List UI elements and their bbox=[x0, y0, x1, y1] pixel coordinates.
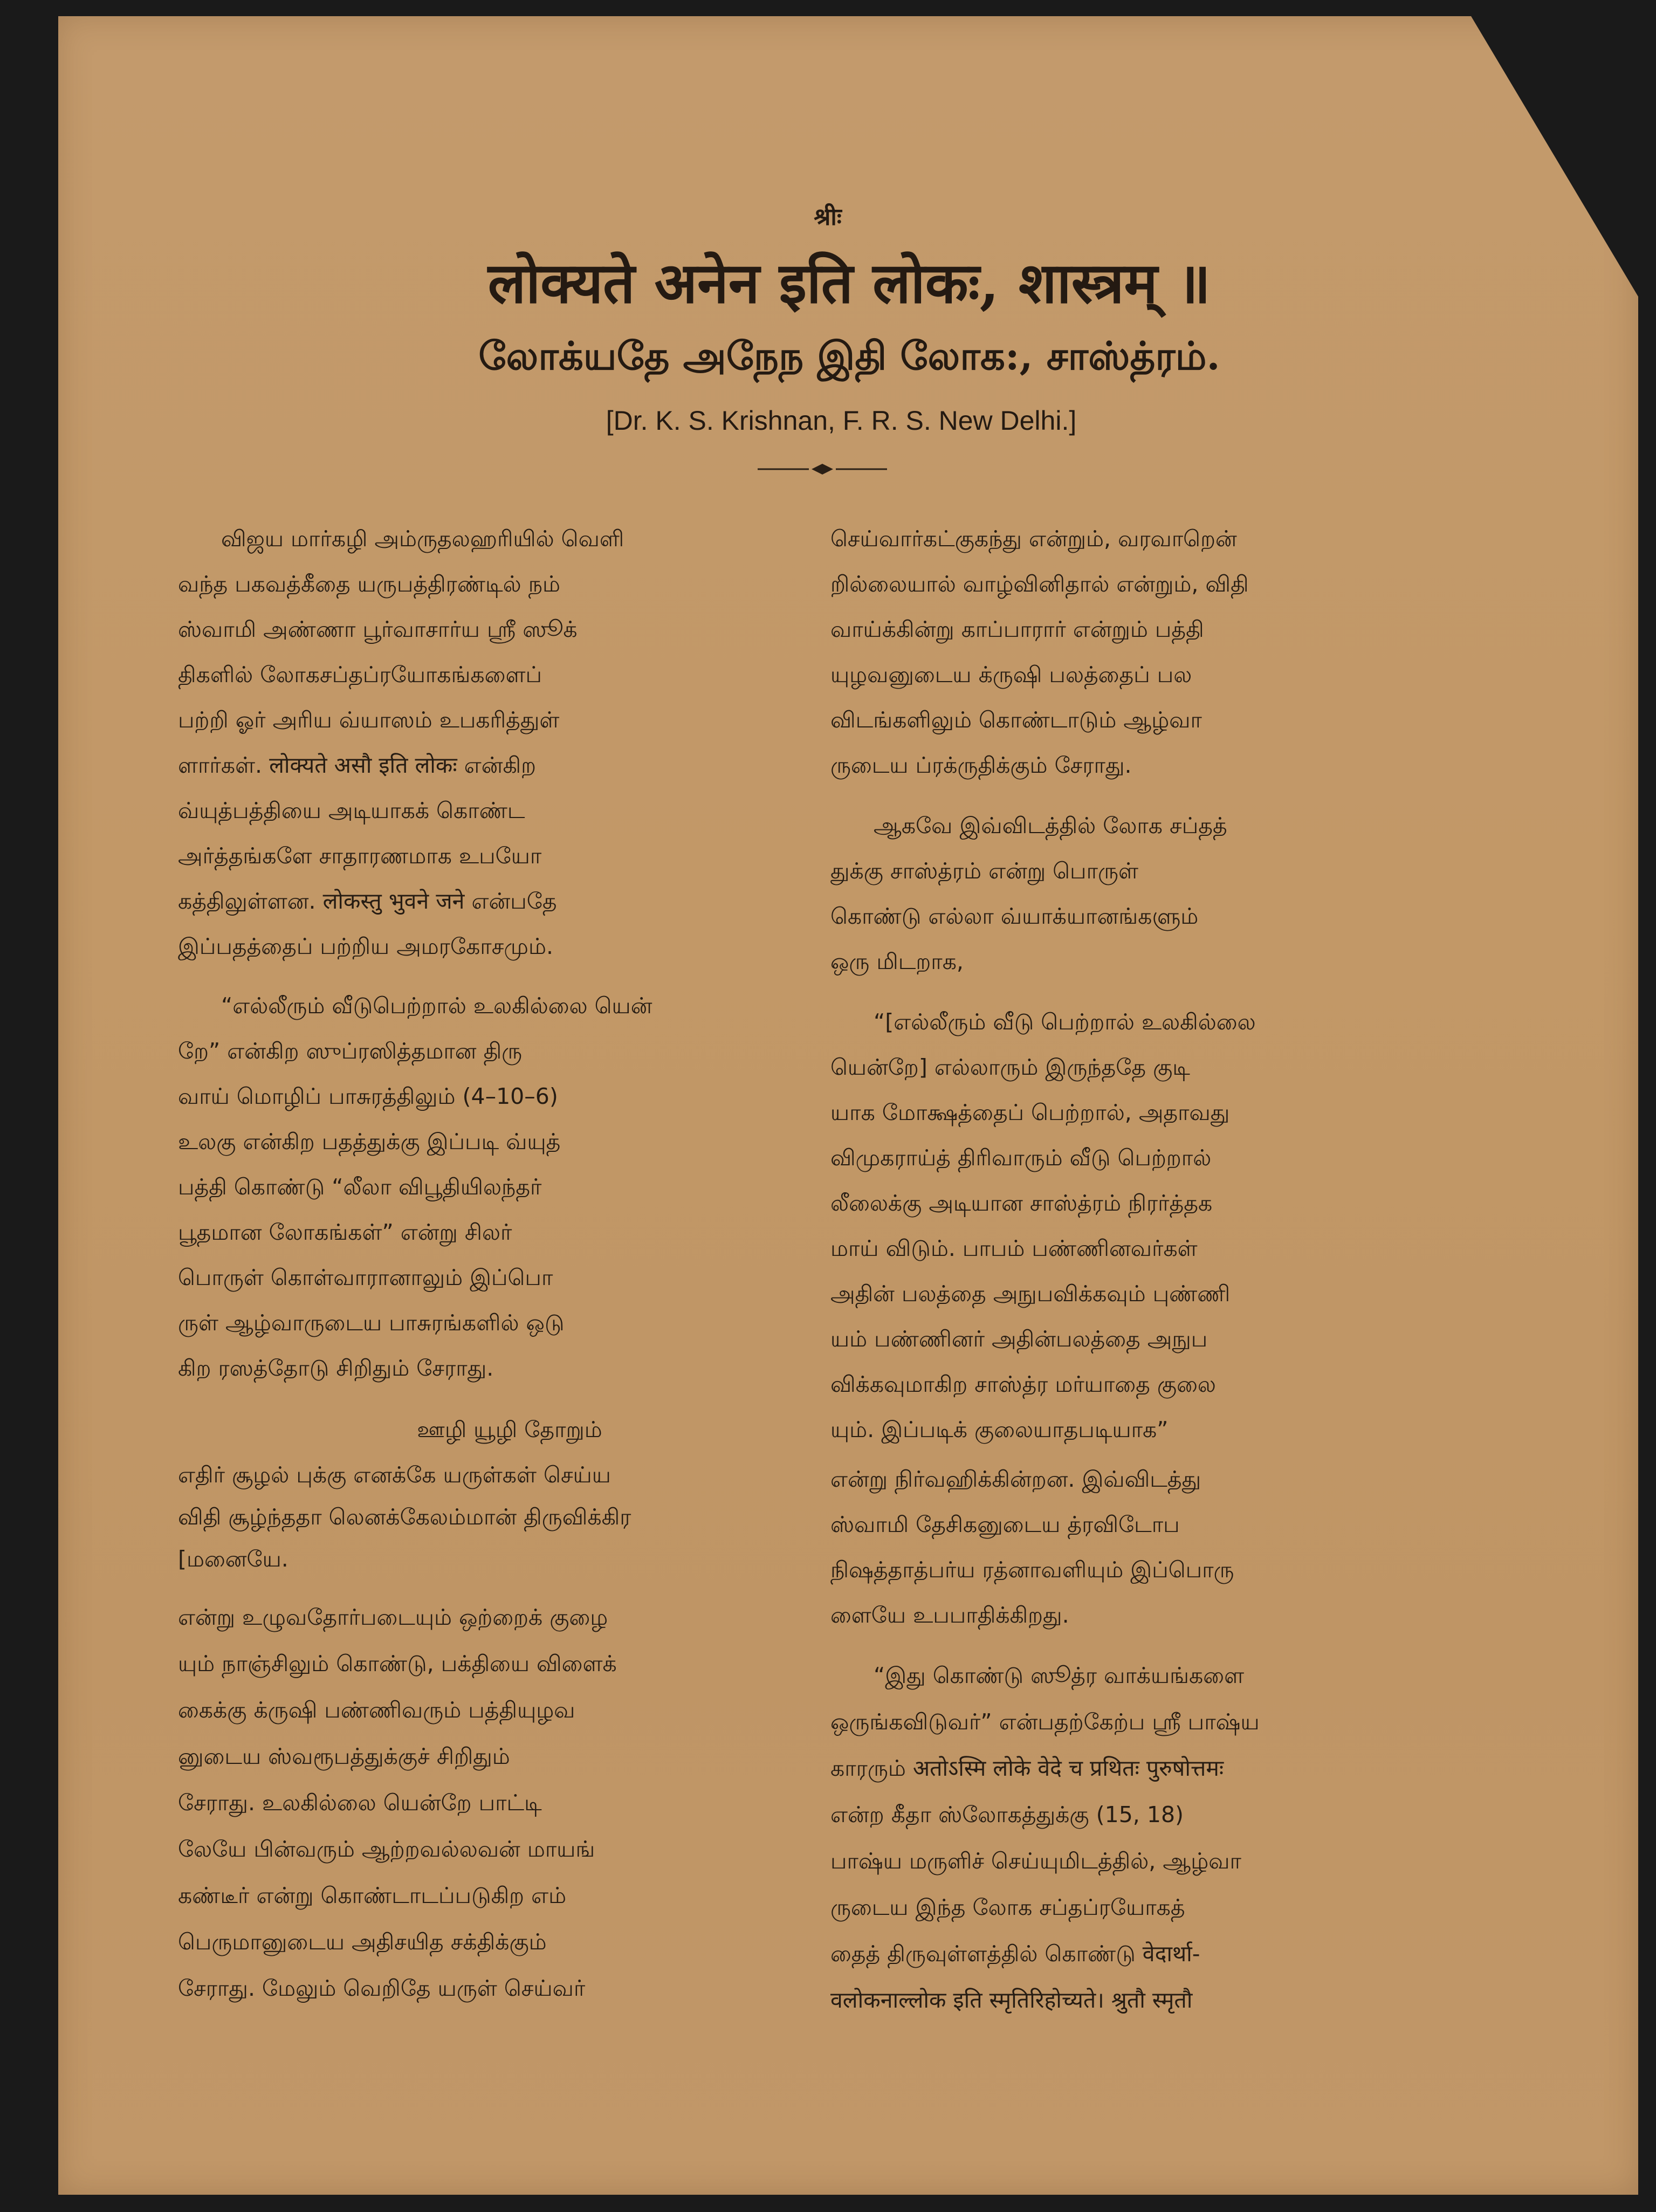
text-line: ருடைய இந்த லோக சப்தப்ரயோகத் bbox=[830, 1894, 1185, 1920]
text-line: சேராது. மேலும் வெறிதே யருள் செய்வர் bbox=[178, 1975, 586, 2001]
text-line: वलोकनाल्लोक इति स्मृतिरिहोच्यते। श्रुतौ स्मृतौ bbox=[830, 1987, 1193, 2013]
ornament-divider bbox=[758, 463, 887, 476]
text-line: விடங்களிலும் கொண்டாடும் ஆழ்வா bbox=[830, 707, 1202, 733]
text-line: றே” என்கிற ஸுப்ரஸித்தமான திரு bbox=[178, 1038, 523, 1064]
text-line: ளார்கள். लोक्यते असौ इति लोकः என்கிற bbox=[178, 752, 536, 778]
text-line: எதிர் சூழல் புக்கு எனக்கே யருள்கள் செய்ய bbox=[178, 1462, 611, 1488]
text-line: “இது கொண்டு ஸூத்ர வாக்யங்களை bbox=[874, 1663, 1245, 1688]
text-line: வ்யுத்பத்தியை அடியாகக் கொண்ட bbox=[178, 798, 525, 823]
text-line: வந்த பகவத்கீதை யருபத்திரண்டில் நம் bbox=[178, 571, 561, 597]
text-line: ஒரு மிடறாக, bbox=[830, 949, 964, 974]
text-line: அதின் பலத்தை அநுபவிக்கவும் புண்ணி bbox=[830, 1281, 1231, 1307]
text-line: றில்லையால் வாழ்வினிதால் என்றும், விதி bbox=[830, 571, 1249, 597]
text-line: திகளில் லோகசப்தப்ரயோகங்களைப் bbox=[178, 662, 542, 688]
text-line: கொண்டு எல்லா வ்யாக்யானங்களும் bbox=[830, 903, 1199, 929]
text-line: யும் நாஞ்சிலும் கொண்டு, பக்தியை விளைக் bbox=[178, 1651, 617, 1677]
text-line: தைத் திருவுள்ளத்தில் கொண்டு वेदार्था- bbox=[830, 1941, 1200, 1967]
text-line: என்று உழுவதோர்படையும் ஒற்றைக் குழை bbox=[178, 1604, 608, 1630]
text-line: னுடைய ஸ்வரூபத்துக்குச் சிறிதும் bbox=[178, 1743, 510, 1769]
text-line: விக்கவுமாகிற சாஸ்த்ர மர்யாதை குலை bbox=[830, 1371, 1216, 1397]
text-line: மாய் விடும். பாபம் பண்ணினவர்கள் bbox=[830, 1235, 1198, 1261]
text-line: அர்த்தங்களே சாதாரணமாக உபயோ bbox=[178, 843, 542, 869]
text-line: துக்கு சாஸ்த்ரம் என்று பொருள் bbox=[830, 858, 1138, 884]
text-line: [மனையே. bbox=[178, 1546, 288, 1572]
text-line: வாய் மொழிப் பாசுரத்திலும் (4–10–6) bbox=[178, 1083, 558, 1109]
text-line: ஸ்வாமி அண்ணா பூர்வாசார்ய ஸ்ரீ ஸூக் bbox=[178, 616, 578, 642]
text-line: கண்டீர் என்று கொண்டாடப்படுகிற எம் bbox=[178, 1883, 567, 1908]
text-line: லீலைக்கு அடியான சாஸ்த்ரம் நிரர்த்தக bbox=[830, 1190, 1213, 1216]
text-line: ஊழி யூழி தோறும் bbox=[417, 1417, 602, 1442]
text-line: விஜய மார்கழி அம்ருதலஹரியில் வெளி bbox=[221, 526, 624, 552]
text-line: யாக மோக்ஷத்தைப் பெற்றால், அதாவது bbox=[830, 1100, 1230, 1125]
text-line: பத்தி கொண்டு “லீலா விபூதியிலந்தர் bbox=[178, 1174, 542, 1200]
text-line: பொருள் கொள்வாரானாலும் இப்பொ bbox=[178, 1265, 553, 1290]
text-line: லேயே பின்வரும் ஆற்றவல்லவன் மாயங் bbox=[178, 1836, 595, 1862]
text-line: ஒருங்கவிடுவர்” என்பதற்கேற்ப ஸ்ரீ பாஷ்ய bbox=[830, 1709, 1260, 1735]
text-line: செய்வார்கட்குகந்து என்றும், வரவாறென் bbox=[830, 526, 1237, 552]
text-line: பூதமான லோகங்கள்” என்று சிலர் bbox=[178, 1219, 512, 1245]
text-line: யும். இப்படிக் குலையாதபடியாக” bbox=[830, 1417, 1169, 1442]
text-line: “எல்லீரும் வீடுபெற்றால் உலகில்லை யென் bbox=[221, 993, 652, 1019]
text-line: சேராது. உலகில்லை யென்றே பாட்டி bbox=[178, 1790, 542, 1816]
text-line: உலகு என்கிற பதத்துக்கு இப்படி வ்யுத் bbox=[178, 1129, 561, 1155]
text-line: விமுகராய்த் திரிவாரும் வீடு பெற்றால் bbox=[830, 1145, 1212, 1171]
title-sanskrit: लोक्यते अनेन इति लोकः, शास्त्रम् ॥ bbox=[487, 250, 1211, 316]
text-line: நிஷத்தாத்பர்ய ரத்னாவளியும் இப்பொரு bbox=[830, 1557, 1234, 1583]
text-line: யென்றே] எல்லாரும் இருந்ததே குடி bbox=[830, 1054, 1190, 1080]
text-line: பற்றி ஓர் அரிய வ்யாஸம் உபகரித்துள் bbox=[178, 707, 560, 733]
text-line: ருள் ஆழ்வாருடைய பாசுரங்களில் ஒடு bbox=[178, 1310, 565, 1336]
text-line: விதி சூழ்ந்ததா லெனக்கேலம்மான் திருவிக்கிர bbox=[178, 1504, 631, 1530]
text-line: வாய்க்கின்று காப்பாரார் என்றும் பத்தி bbox=[830, 616, 1204, 642]
title-tamil: லோக்யதே அநேந இதி லோக:, சாஸ்த்ரம். bbox=[478, 333, 1220, 379]
text-line: ளையே உபபாதிக்கிறது. bbox=[830, 1602, 1069, 1628]
text-line: பாஷ்ய மருளிச் செய்யுமிடத்தில், ஆழ்வா bbox=[830, 1848, 1241, 1874]
text-line: ருடைய ப்ரக்ருதிக்கும் சேராது. bbox=[830, 752, 1132, 778]
text-line: என்ற கீதா ஸ்லோகத்துக்கு (15, 18) bbox=[830, 1802, 1184, 1828]
text-line: கைக்கு க்ருஷி பண்ணிவரும் பத்தியுழவ bbox=[178, 1697, 575, 1723]
text-line: கத்திலுள்ளன. लोकस्तु भुवने जने என்பதே bbox=[178, 888, 557, 914]
text-line: என்று நிர்வஹிக்கின்றன. இவ்விடத்து bbox=[830, 1466, 1201, 1492]
text-line: ஸ்வாமி தேசிகனுடைய த்ரவிடோப bbox=[830, 1512, 1180, 1537]
text-line: கிற ரஸத்தோடு சிறிதும் சேராது. bbox=[178, 1355, 494, 1381]
text-line: ஆகவே இவ்விடத்தில் லோக சப்தத் bbox=[874, 813, 1227, 839]
text-line: பெருமானுடைய அதிசயித சக்திக்கும் bbox=[178, 1929, 547, 1955]
text-line: காரரும் अतोऽस्मि लोके वेदे च प्रथितः पुरुषोत्तमः bbox=[830, 1755, 1224, 1781]
text-line: “[எல்லீரும் வீடு பெற்றால் உலகில்லை bbox=[874, 1009, 1256, 1035]
text-line: யம் பண்ணினர் அதின்பலத்தை அநுப bbox=[830, 1326, 1208, 1352]
text-line: இப்பதத்தைப் பற்றிய அமரகோசமும். bbox=[178, 933, 553, 959]
invocation: श्रीः bbox=[814, 203, 842, 231]
text-line: யுழவனுடைய க்ருஷி பலத்தைப் பல bbox=[830, 662, 1192, 688]
author-line: [Dr. K. S. Krishnan, F. R. S. New Delhi.] bbox=[606, 406, 1077, 436]
